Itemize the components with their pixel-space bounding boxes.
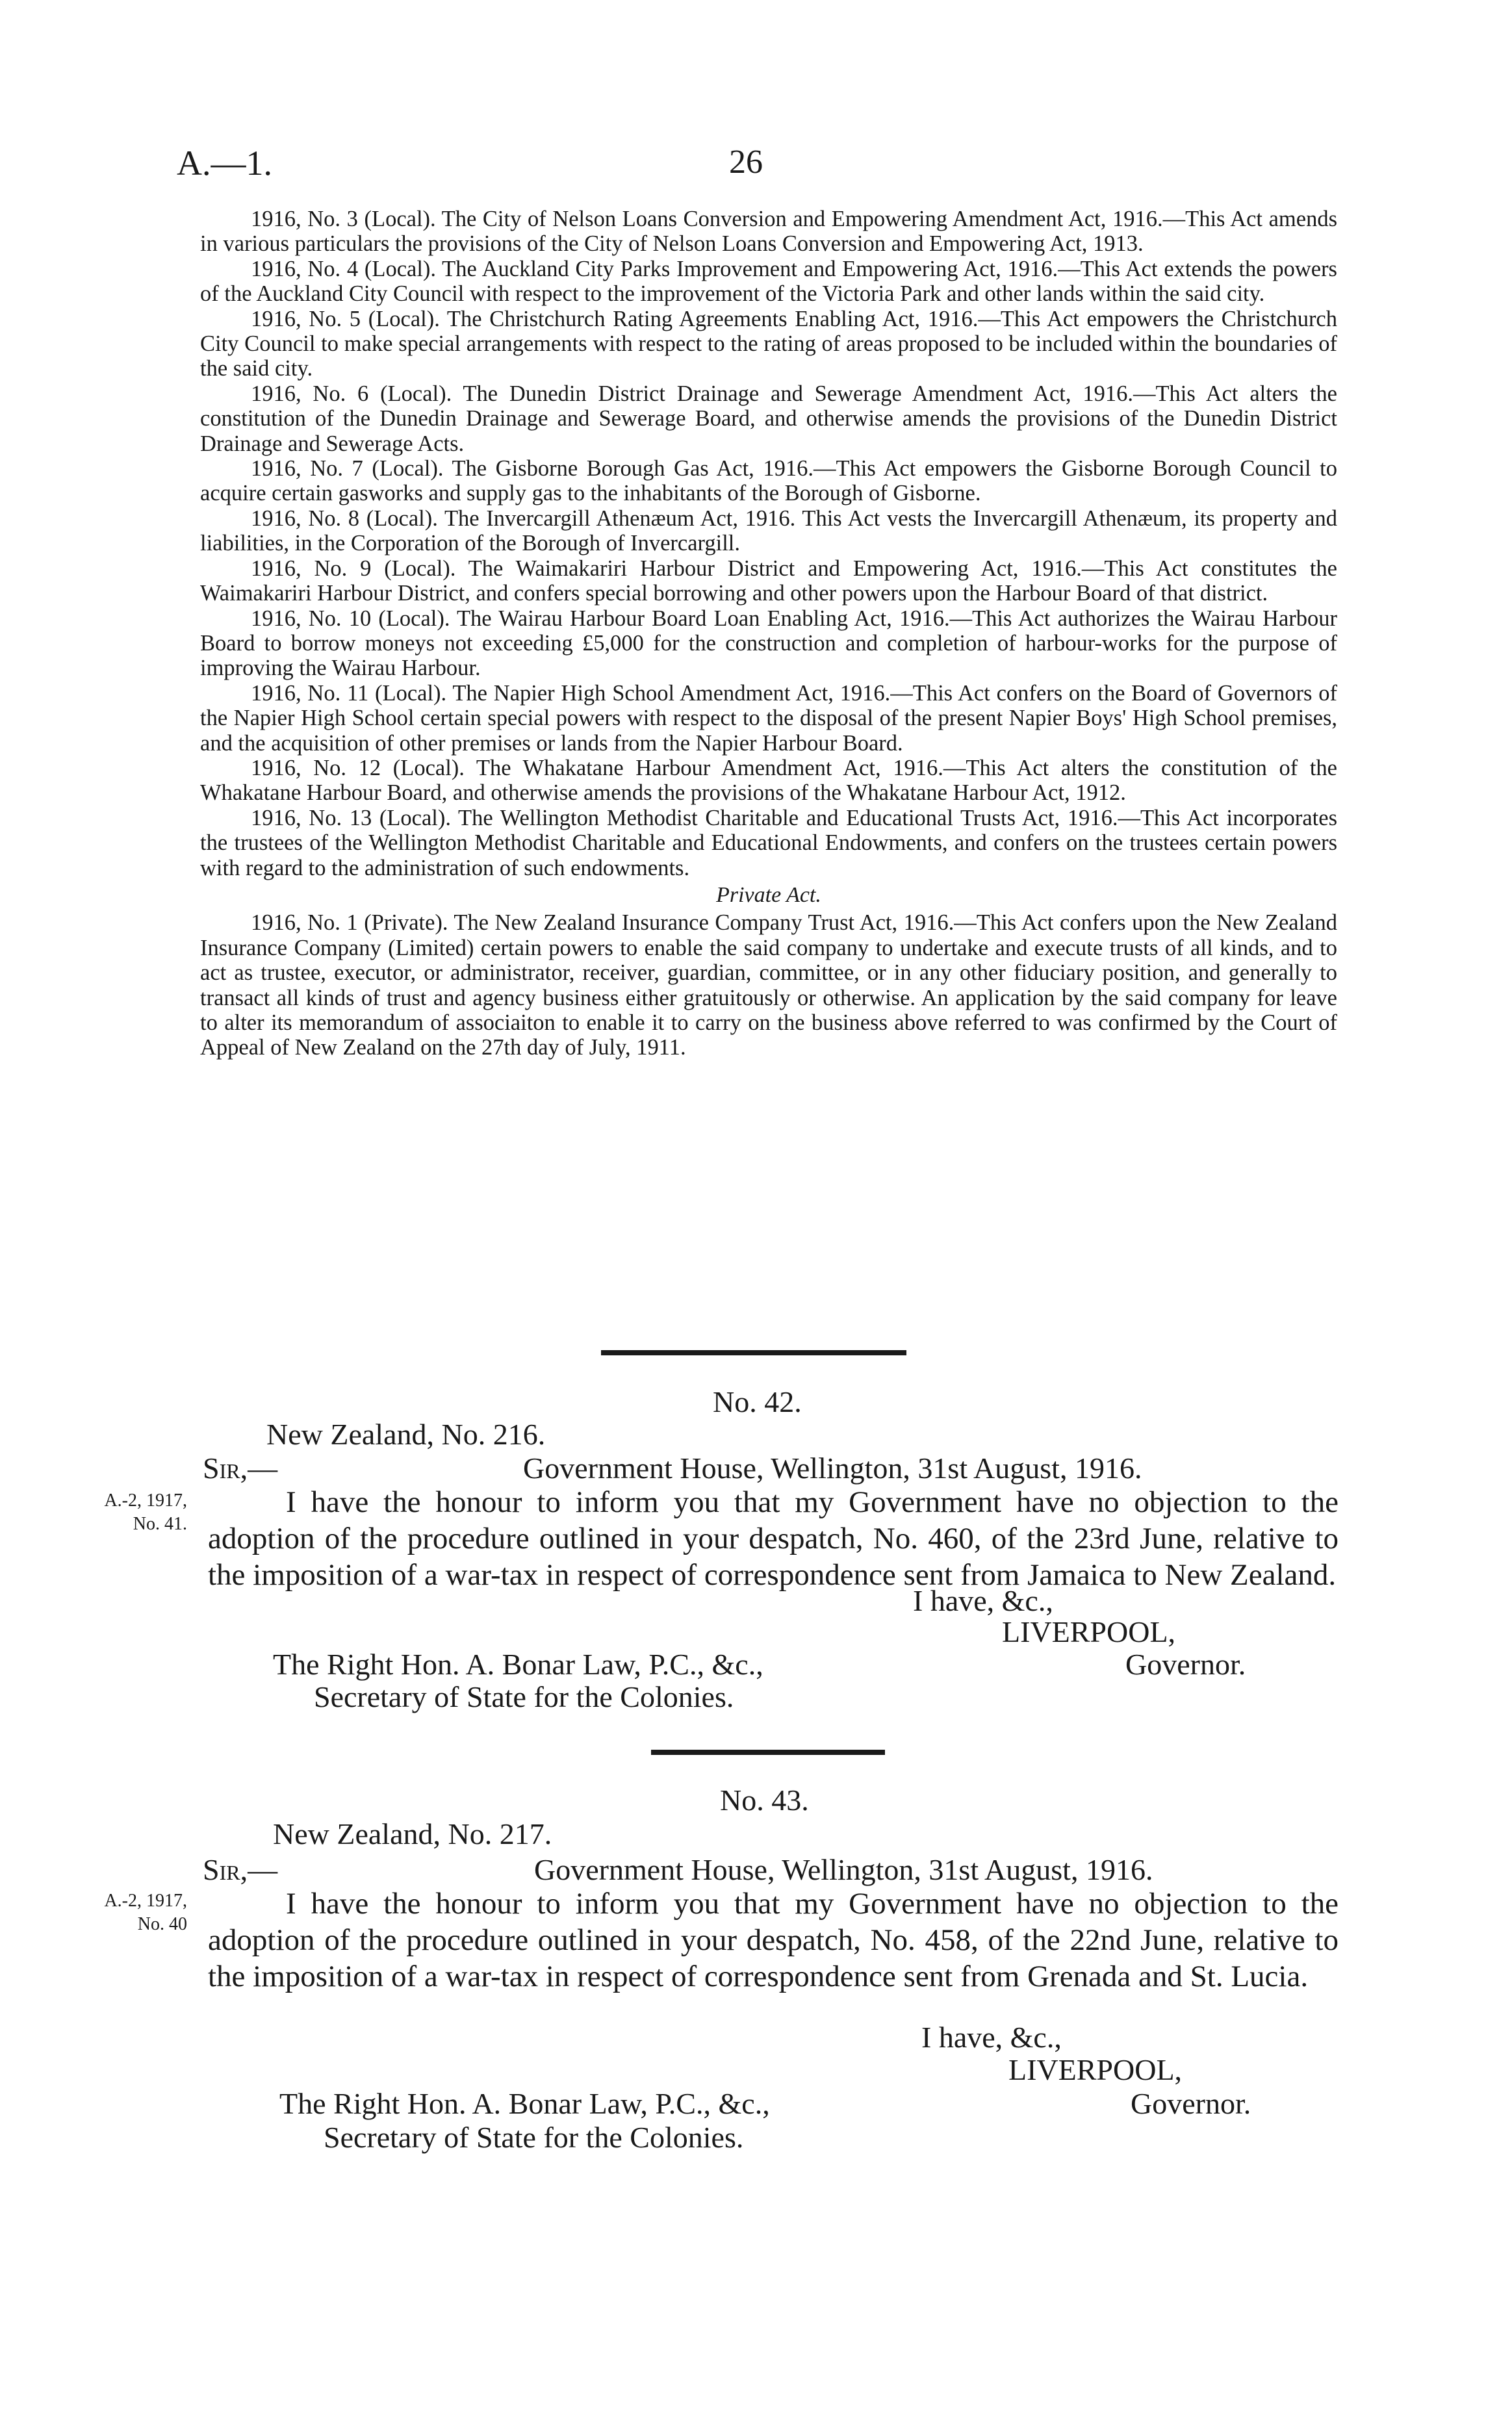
margin-reference — [45, 1489, 187, 1536]
signatory-title: Governor. — [1125, 1648, 1246, 1681]
signature: LIVERPOOL, — [1008, 2053, 1183, 2086]
private-act-heading: Private Act. — [716, 882, 821, 907]
act-paragraph: 1916, No. 12 (Local). The Whakatane Harbour Amendment Act, 1916.—This Act alters the constitution of the Whakatane Harbour Board, and otherwise amends the provisions of the Whakatane Harbour Act, 1912. — [200, 755, 1337, 806]
addressee-office: Secretary of State for the Colonies. — [314, 1680, 734, 1713]
section-divider — [601, 1350, 906, 1355]
signature: LIVERPOOL, — [1002, 1615, 1176, 1648]
series-reference: A.—1. — [177, 144, 272, 183]
act-paragraph: 1916, No. 4 (Local). The Auckland City Parks Improvement and Empowering Act, 1916.—This Act extends the powers of the Auckland City Council with respect to the improvement of the Victoria Park and other lands within the said city. — [200, 256, 1337, 307]
act-paragraph: 1916, No. 6 (Local). The Dunedin District Drainage and Sewerage Amendment Act, 1916.—This Act alters the constitution of the Dunedin Drainage and Sewerage Board, and otherwise amends the provisions of the Dunedin District Drainage and Sewerage Acts. — [200, 381, 1337, 456]
margin-reference-line: No. 40 — [137, 1914, 187, 1934]
margin-reference-line: A.-2, 1917, — [104, 1490, 187, 1511]
despatch-body-text: I have the honour to inform you that my Government have no objection to the adoption of the procedure outlined in your despatch, No. 460, of the 23rd June, relative to the imposition of a war-tax in respect of correspondence sent from Jamaica to New Zealand. — [208, 1485, 1339, 1592]
act-paragraph: 1916, No. 3 (Local). The City of Nelson Loans Conversion and Empowering Amendment Act, 1916.—This Act amends in various particulars the provisions of the City of Nelson Loans Conversion and Empowering Act, 1913. — [200, 207, 1337, 257]
act-paragraph: 1916, No. 13 (Local). The Wellington Methodist Charitable and Educational Trusts Act, 1916.—This Act incorporates the trustees of the Wellington Methodist Charitable and Educational Endowments, and confers on the trustees certain powers with regard to the administration of such endowments. — [200, 805, 1337, 880]
margin-reference — [45, 1889, 187, 1936]
margin-reference-line: No. 41. — [133, 1514, 187, 1534]
act-paragraph: 1916, No. 11 (Local). The Napier High School Amendment Act, 1916.—This Act confers on the Board of Governors of the Napier High School certain special powers with respect to the disposal of the present Napier Boys' High School premises, and the acquisition of other premises or lands from the Napier Harbour Board. — [200, 680, 1337, 756]
despatch-body — [208, 1484, 1339, 1593]
act-paragraph: 1916, No. 7 (Local). The Gisborne Borough Gas Act, 1916.—This Act empowers the Gisborne Borough Council to acquire certain gasworks and supply gas to the inhabitants of the Borough of Gisborne. — [200, 456, 1337, 506]
despatch-number: No. 43. — [720, 1784, 809, 1817]
salutation: Sir,— — [203, 1853, 278, 1886]
page-number: 26 — [729, 144, 763, 181]
section-divider — [651, 1750, 885, 1755]
private-act-paragraph: 1916, No. 1 (Private). The New Zealand Insurance Company Trust Act, 1916.—This Act confers upon the New Zealand Insurance Company (Limited) certain powers to enable the said company to undertake and execute trusts of all kinds, and to act as trustee, executor, or administrator, receiver, guardian, committee, or in any other fiduciary position, and generally to transact all kinds of trust and agency business either gratuitously or otherwise. An application by the said company for leave to alter its memorandum of associaiton to enable it to carry on the business above referred to was confirmed by the Court of Appeal of New Zealand on the 27th day of July, 1911. — [200, 910, 1337, 1060]
salutation: Sir,— — [203, 1451, 278, 1485]
addressee: The Right Hon. A. Bonar Law, P.C., &c., — [279, 2087, 770, 2120]
closing: I have, &c., — [913, 1584, 1053, 1617]
act-paragraph: 1916, No. 10 (Local). The Wairau Harbour Board Loan Enabling Act, 1916.—This Act authorizes the Wairau Harbour Board to borrow moneys not exceeding £5,000 for the construction and completion of harbour-works for the purpose of improving the Wairau Harbour. — [200, 606, 1337, 681]
despatch-body — [208, 1886, 1339, 1995]
despatch-number: No. 42. — [713, 1385, 802, 1418]
addressee: The Right Hon. A. Bonar Law, P.C., &c., — [273, 1648, 763, 1681]
closing: I have, &c., — [921, 2021, 1062, 2054]
location-date: Government House, Wellington, 31st August, 1916. — [523, 1451, 1142, 1485]
despatch-reference: New Zealand, No. 216. — [266, 1418, 546, 1451]
margin-reference-line: A.-2, 1917, — [104, 1891, 187, 1911]
despatch-reference: New Zealand, No. 217. — [273, 1817, 552, 1850]
despatch-body-text: I have the honour to inform you that my Government have no objection to the adoption of the procedure outlined in your despatch, No. 458, of the 22nd June, relative to the imposition of a war-tax in respect of correspondence sent from Grenada and St. Lucia. — [208, 1887, 1339, 1993]
location-date: Government House, Wellington, 31st August, 1916. — [534, 1853, 1153, 1886]
signatory-title: Governor. — [1131, 2087, 1251, 2120]
addressee-office: Secretary of State for the Colonies. — [324, 2121, 744, 2154]
act-paragraph: 1916, No. 9 (Local). The Waimakariri Harbour District and Empowering Act, 1916.—This Act constitutes the Waimakariri Harbour District, and confers special borrowing and other powers upon the Harbour Board of that district. — [200, 556, 1337, 606]
local-acts-section — [200, 207, 1337, 1060]
act-paragraph: 1916, No. 5 (Local). The Christchurch Rating Agreements Enabling Act, 1916.—This Act empowers the Christchurch City Council to make special arrangements with respect to the rating of areas proposed to be included within the boundaries of the said city. — [200, 306, 1337, 381]
act-paragraph: 1916, No. 8 (Local). The Invercargill Athenæum Act, 1916. This Act vests the Invercargill Athenæum, its property and liabilities, in the Corporation of the Borough of Invercargill. — [200, 505, 1337, 556]
